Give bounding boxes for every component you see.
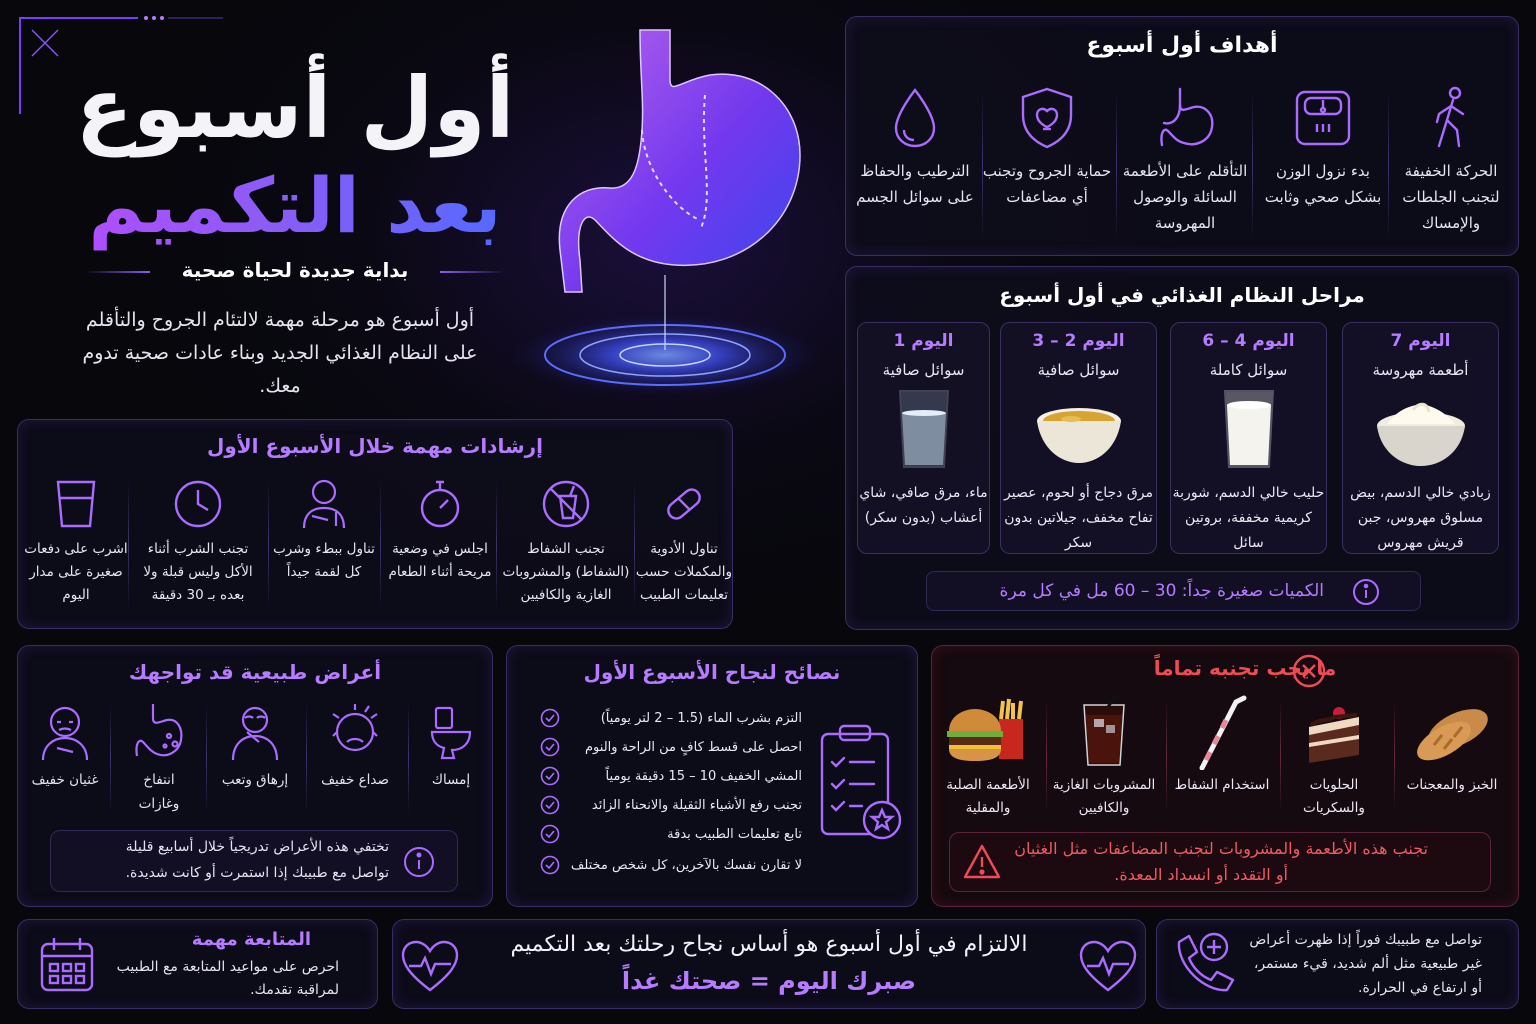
- goals-title: أهداف أول أسبوع: [1086, 33, 1278, 58]
- warning-triangle-icon: [962, 843, 1002, 881]
- stage-type: أطعمة مهروسة: [1372, 361, 1469, 379]
- diet-note-box: [926, 571, 1421, 611]
- stage-foods: مرق دجاج أو لحوم، عصير تفاح مخفف، جيلاتين بدون سكر: [1004, 485, 1153, 551]
- guidance-text: تجنب الشفاط (الشفاط) والمشروبات الغازية والكافيين: [502, 541, 630, 603]
- stage-day: اليوم 4 – 6: [1202, 331, 1295, 351]
- glass-icon: [54, 478, 98, 530]
- bloated-stomach-icon: [131, 702, 187, 762]
- subtitle-divider-right: [440, 271, 506, 273]
- commitment-line2: صبرك اليوم = صحتك غداً: [621, 967, 917, 995]
- check-circle-icon: [540, 737, 560, 757]
- followup-title: المتابعة مهمة: [191, 929, 311, 950]
- close-circle-icon: [1292, 654, 1326, 688]
- subtitle-divider-left: [84, 271, 150, 273]
- guidance-item: [384, 476, 496, 584]
- check-circle-icon: [540, 795, 560, 815]
- guidance-item: [20, 476, 132, 607]
- guidance-item: [628, 476, 740, 607]
- broth-bowl-image: [1031, 391, 1127, 469]
- symptoms-title: أعراض طبيعية قد تواجهك: [128, 660, 382, 684]
- heart-pulse-icon: [1077, 938, 1139, 994]
- burger-fries-icon: [943, 697, 1033, 767]
- guidance-item: [134, 476, 262, 607]
- symptoms-note-line2: تواصل مع طبيبك إذا استمرت أو كانت شديدة.: [125, 865, 389, 881]
- straw-icon: [1192, 694, 1252, 770]
- diet-title: مراحل النظام الغذائي في أول أسبوع: [999, 283, 1365, 307]
- guidance-text: اجلس في وضعية مريحة أثناء الطعام: [388, 541, 492, 580]
- check-circle-icon: [540, 824, 560, 844]
- clipboard-checklist-icon: [818, 722, 908, 842]
- symptoms-note-box: [50, 830, 458, 892]
- symptom-item: [122, 700, 196, 816]
- symptoms-note-line1: تختفي هذه الأعراض تدريجياً خلال أسابيع قليلة: [125, 839, 389, 855]
- commitment-banner: [392, 919, 1146, 1009]
- eating-person-icon: [298, 476, 350, 532]
- goal-item-adapt: [1120, 80, 1250, 236]
- tip-text: احصل على قسط كافٍ من الراحة والنوم: [585, 739, 802, 755]
- toilet-icon: [428, 704, 474, 760]
- symptom-item: [28, 700, 102, 792]
- symptom-item: [318, 700, 392, 792]
- shield-icon: [1017, 85, 1077, 151]
- guidance-item: [268, 476, 380, 584]
- stage-foods: حليب خالي الدسم، شوربة كريمية مخففة، بروتين سائل: [1172, 485, 1325, 551]
- avoid-item: [1050, 696, 1158, 820]
- check-circle-icon: [540, 855, 560, 875]
- hero-subtitle: بداية جديدة لحياة صحية: [181, 258, 409, 282]
- milk-glass-image: [1219, 387, 1279, 473]
- guidance-text: تناول ببطء وشرب كل لقمة جيداً: [273, 541, 375, 580]
- goal-item-weight: [1258, 80, 1388, 210]
- stage-day: اليوم 2 – 3: [1032, 331, 1125, 351]
- goal-item-hydrate: [850, 80, 980, 210]
- avoid-item: [1280, 696, 1388, 820]
- hero-title-line2: بعد التكميم: [60, 158, 530, 254]
- avoid-item: [1168, 696, 1276, 797]
- tip-text: التزم بشرب الماء (1.5 – 2 لتر يومياً): [600, 710, 802, 726]
- symptom-item: [218, 700, 292, 792]
- stopwatch-icon: [416, 478, 464, 530]
- goal-text: الحركة الخفيفة لتجنب الجلطات والإمساك: [1402, 162, 1500, 232]
- avoid-item: [934, 696, 1042, 820]
- tip-text: لا تقارن نفسك بالآخرين، كل شخص مختلف: [570, 857, 802, 873]
- diet-stage-card: [1170, 322, 1327, 554]
- avoid-text: استخدام الشفاط: [1174, 777, 1270, 793]
- scale-icon: [1291, 86, 1355, 150]
- bread-icon: [1408, 699, 1496, 765]
- tired-person-icon: [227, 702, 283, 762]
- symptom-text: إرهاق وتعب: [221, 772, 289, 788]
- water-glass-image: [894, 387, 954, 473]
- avoid-warning-box: [949, 832, 1491, 892]
- diet-note-text: الكميات صغيرة جداً: 30 – 60 مل في كل مرة: [999, 581, 1324, 601]
- nausea-icon: [37, 702, 93, 762]
- diet-stage-card: [857, 322, 990, 554]
- cake-icon: [1299, 697, 1369, 767]
- phone-plus-icon: [1171, 930, 1235, 998]
- tip-text: تابع تعليمات الطبيب بدقة: [667, 826, 802, 842]
- heart-pulse-icon: [399, 938, 461, 994]
- avoid-text: الأطعمة الصلبة والمقلية: [946, 777, 1030, 816]
- stage-foods: ماء، مرق صافي، شاي أعشاب (بدون سكر): [859, 485, 988, 526]
- guidance-item: [502, 476, 630, 607]
- diet-stage-card: [1000, 322, 1157, 554]
- avoid-text: الخبز والمعجنات: [1406, 777, 1498, 793]
- stage-day: اليوم 7: [1390, 331, 1451, 351]
- yogurt-bowl-image: [1373, 390, 1469, 470]
- stage-type: سوائل صافية: [882, 361, 965, 379]
- goal-text: التأقلم على الأطعمة السائلة والوصول المهروسة: [1122, 162, 1248, 232]
- stage-foods: زبادي خالي الدسم، بيض مسلوق مهروس، جبن قريش مهروس: [1350, 485, 1491, 551]
- avoid-text: الحلويات والسكريات: [1303, 777, 1365, 816]
- hero-title-line1: أول أسبوع: [75, 59, 515, 157]
- guidance-text: اشرب على دفعات صغيرة على مدار اليوم: [24, 541, 128, 603]
- followup-panel: [17, 919, 378, 1009]
- followup-text: احرص على مواعيد المتابعة مع الطبيب لمراقبة تقدمك.: [116, 959, 339, 998]
- tip-item: [540, 821, 802, 847]
- goal-item-walking: [1386, 80, 1516, 236]
- goal-item-protect: [982, 80, 1112, 210]
- avoid-item: [1398, 696, 1506, 797]
- tip-text: تجنب رفع الأشياء الثقيلة والانحناء الزائد: [591, 797, 802, 813]
- symptom-item: [414, 700, 488, 792]
- tip-text: المشي الخفيف 10 – 15 دقيقة يومياً: [605, 768, 802, 784]
- stage-type: سوائل كاملة: [1209, 361, 1288, 379]
- info-icon: [1352, 578, 1380, 606]
- calendar-icon: [38, 936, 96, 994]
- headache-icon: [325, 702, 385, 762]
- clock-icon: [172, 478, 224, 530]
- contact-text: تواصل مع طبيبك فوراً إذا ظهرت أعراض غير طبيعية مثل ألم شديد، قيء مستمر، أو ارتفاع في الحرارة.: [1249, 932, 1482, 996]
- avoid-text: المشروبات الغازية والكافيين: [1052, 777, 1156, 816]
- water-drop-icon: [890, 86, 940, 150]
- goal-text: الترطيب والحفاظ على سوائل الجسم: [856, 162, 974, 206]
- stage-day: اليوم 1: [893, 331, 954, 351]
- tip-item: [540, 792, 802, 818]
- guidance-text: تجنب الشرب أثناء الأكل وليس قبلة ولا بعده بـ 30 دقيقة: [143, 541, 253, 603]
- goal-text: حماية الجروح وتجنب أي مضاعفات: [982, 162, 1112, 206]
- symptom-text: صداع خفيف: [321, 772, 389, 788]
- symptom-text: غثيان خفيف: [31, 772, 99, 788]
- hero-description: أول أسبوع هو مرحلة مهمة لالتئام الجروح والتأقلم على النظام الغذائي الجديد وبناء عادات صحية تدوم معك.: [82, 309, 478, 397]
- stomach-icon: [1152, 85, 1218, 151]
- check-circle-icon: [540, 766, 560, 786]
- goal-text: بدء نزول الوزن بشكل صحي وثابت: [1264, 162, 1382, 206]
- soda-icon: [1074, 695, 1134, 769]
- avoid-warning-line1: تجنب هذه الأطعمة والمشروبات لتجنب المضاعفات مثل الغثيان: [1014, 839, 1428, 858]
- pill-icon: [660, 480, 708, 528]
- contact-panel: [1156, 919, 1519, 1009]
- stomach-hologram-illustration: [500, 20, 840, 410]
- avoid-warning-line2: أو التقدد أو انسداد المعدة.: [1114, 865, 1288, 884]
- symptom-text: انتفاخ وغازات: [138, 772, 180, 812]
- tip-item: [540, 705, 802, 731]
- tip-item: [540, 734, 802, 760]
- avoid-title: ما يجب تجنبه تماماً: [1153, 656, 1337, 680]
- tips-title: نصائح لنجاح الأسبوع الأول: [583, 660, 841, 684]
- info-icon: [403, 846, 435, 878]
- diet-stage-card: [1342, 322, 1499, 554]
- guidance-text: تناول الأدوية والمكملات حسب تعليمات الطبيب: [635, 541, 733, 603]
- guidance-title: إرشادات مهمة خلال الأسبوع الأول: [206, 434, 543, 458]
- tip-item: [540, 852, 802, 878]
- stage-type: سوائل صافية: [1037, 361, 1120, 379]
- walking-person-icon: [1423, 86, 1479, 150]
- tip-item: [540, 763, 802, 789]
- check-circle-icon: [540, 708, 560, 728]
- commitment-line1: الالتزام في أول أسبوع هو أساس نجاح رحلتك بعد التكميم: [510, 932, 1028, 957]
- symptom-text: إمساك: [431, 772, 471, 788]
- no-straw-icon: [540, 478, 592, 530]
